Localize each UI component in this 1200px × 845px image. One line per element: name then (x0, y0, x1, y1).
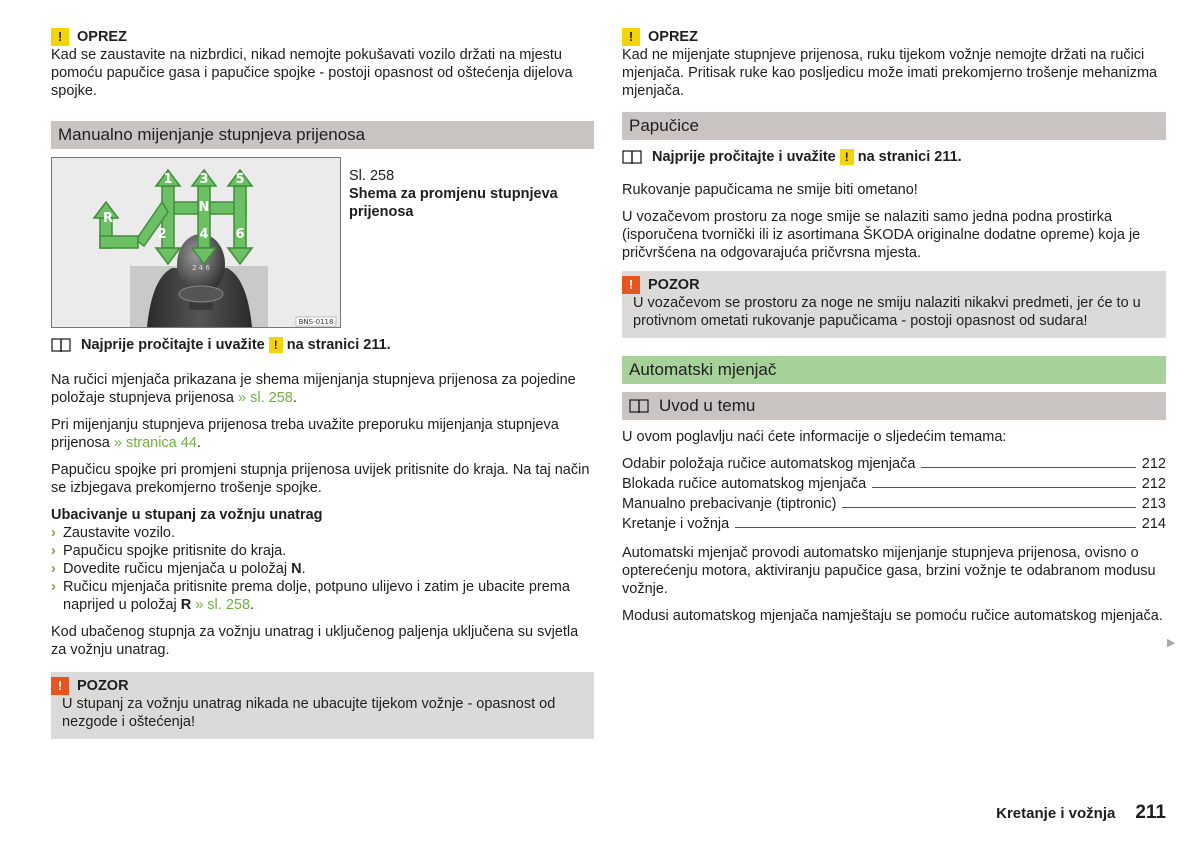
paragraph: U ovom poglavlju naći ćete informacije o sljedećim temama: (622, 429, 1007, 445)
danger-note (51, 672, 594, 739)
list-item: › Papučicu spojke pritisnite do kraja. (51, 543, 287, 559)
gear-label: R (102, 211, 114, 226)
paragraph: Automatski mjenjač provodi automatsko mijenjanje stupnjeva prijenosa, ovisno o opterećenju motora, aktiviranju papučice gasa, brzini vožnje te odabranom modusu vožnje. (622, 545, 1156, 597)
toc-row[interactable]: Kretanje i vožnja 214 (622, 516, 1166, 532)
read-first-after: na stranici 211. (857, 149, 962, 165)
footer-chapter: Kretanje i vožnja (996, 805, 1116, 822)
danger-heading (51, 677, 583, 695)
gear-label: 2 (157, 227, 167, 242)
figure-link[interactable]: » sl. 258 (238, 390, 293, 406)
gear-label: 5 (235, 172, 245, 187)
paragraph: U vozačevom prostoru za noge smije se nalaziti samo jedna podna prostirka (isporučena tvornički ili iz asortimana ŠKODA originalne dodatne opreme) koja je pričvršćena na odgovarajuća pričvrsna mjesta. (622, 209, 1141, 261)
left-column (51, 28, 594, 739)
read-first-before: Najprije pročitajte i uvažite (81, 337, 265, 353)
read-first-note (622, 148, 1166, 166)
warning-icon: ! (622, 28, 640, 46)
figure-caption (349, 167, 579, 221)
danger-icon: ! (51, 677, 69, 695)
figure-link[interactable]: » sl. 258 (195, 597, 251, 613)
toc-row[interactable]: Blokada ručice automatskog mjenjača 212 (622, 476, 1166, 492)
gear-label: 3 (199, 172, 209, 187)
danger-heading (622, 276, 1155, 294)
book-icon (622, 149, 642, 165)
read-first-note (51, 336, 594, 354)
chevron-right-icon: › (51, 579, 56, 595)
caution-text: Kad ne mijenjate stupnjeve prijenosa, ruku tijekom vožnje nemojte držati na ručici mjenjača. Pritisak ruke kao posljedicu može imati prekomjerno trošenje mehanizma mjenjača. (622, 47, 1158, 99)
read-first-before: Najprije pročitajte i uvažite (652, 149, 836, 165)
chevron-right-icon: › (51, 525, 56, 541)
gear-label: 1 (163, 172, 173, 187)
caution-heading (51, 28, 594, 46)
paragraph: Pri mijenjanju stupnjeva prijenosa treba uvažite preporuku mijenjanja stupnjeva prijenosa » stranica 44. (51, 417, 559, 451)
figure-number: Sl. 258 (349, 168, 395, 184)
steps-list (51, 506, 594, 614)
toc-row[interactable]: Manualno prebacivanje (tiptronic) 213 (622, 496, 1166, 512)
danger-label: POZOR (648, 277, 700, 293)
danger-text: U vozačevom se prostoru za noge ne smiju nalaziti nikakvi predmeti, jer će to u protivnom ometati rukovanje papučicama - postoji opasnost od sudara! (633, 295, 1141, 329)
continue-arrow-icon: ▶ (1167, 637, 1176, 649)
list-item: › Zaustavite vozilo. (51, 525, 176, 541)
gear-label: N (198, 200, 210, 215)
list-item: › Dovedite ručicu mjenjača u položaj N. (51, 561, 306, 577)
danger-note (622, 271, 1166, 338)
gear-label: 6 (235, 227, 245, 242)
page-link[interactable]: » stranica 44 (113, 435, 197, 451)
page-footer (996, 804, 1166, 823)
warning-icon: ! (269, 337, 283, 353)
topic-list (622, 455, 1166, 535)
figure-title: Shema za promjenu stupnjeva prijenosa (349, 186, 558, 220)
page-number: 211 (1135, 802, 1166, 823)
book-icon (629, 398, 649, 414)
read-first-after: na stranici 211. (286, 337, 391, 353)
subsection-title: Uvod u temu (622, 392, 1166, 420)
chevron-right-icon: › (51, 543, 56, 559)
toc-row[interactable]: Odabir položaja ručice automatskog mjenjača 212 (622, 456, 1166, 472)
book-icon (51, 337, 71, 353)
caution-text: Kad se zaustavite na nizbrdici, nikad nemojte pokušavati vozilo držati na mjestu pomoću papučice gasa i papučice spojke - postoji opasnost od oštećenja dijelova spojke. (51, 47, 573, 99)
warning-icon: ! (51, 28, 69, 46)
danger-text: U stupanj za vožnju unatrag nikada ne ubacujte tijekom vožnje - opasnost od nezgode i oštećenja! (62, 696, 556, 730)
paragraph: Kod ubačenog stupnja za vožnju unatrag i uključenog paljenja uključena su svjetla za vožnju unatrag. (51, 624, 579, 658)
right-column (622, 28, 1166, 634)
paragraph: Na ručici mjenjača prikazana je shema mijenjanja stupnjeva prijenosa za pojedine položaje stupnjeva prijenosa » sl. 258. (51, 372, 576, 406)
gear-label: 4 (199, 227, 209, 242)
chapter-title: Automatski mjenjač (622, 356, 1166, 384)
figure-code: BNS-0118 (298, 318, 334, 326)
section-title: Papučice (622, 112, 1166, 140)
gear-shift-figure (51, 157, 341, 328)
paragraph: Rukovanje papučicama ne smije biti ometano! (622, 182, 918, 198)
warning-icon: ! (840, 149, 854, 165)
steps-heading: Ubacivanje u stupanj za vožnju unatrag (51, 507, 323, 523)
chevron-right-icon: › (51, 561, 56, 577)
paragraph: Papučicu spojke pri promjeni stupnja prijenosa uvijek pritisnite do kraja. Na taj način se izbjegava prekomjerno trošenje spojke. (51, 462, 590, 496)
caution-label: OPREZ (648, 29, 698, 45)
danger-icon: ! (622, 276, 640, 294)
section-title: Manualno mijenjanje stupnjeva prijenosa (51, 121, 594, 149)
caution-heading (622, 28, 1166, 46)
list-item: › Ručicu mjenjača pritisnite prema dolje, potpuno ulijevo i zatim je ubacite prema naprijed u položaj R » sl. 258. (51, 579, 570, 613)
caution-note (622, 28, 1166, 100)
paragraph: Modusi automatskog mjenjača namještaju se pomoću ručice automatskog mjenjača. (622, 608, 1163, 624)
knob-label: 2 4 6 (192, 264, 210, 272)
gear-pattern-illustration (52, 158, 340, 327)
caution-label: OPREZ (77, 29, 127, 45)
danger-label: POZOR (77, 678, 129, 694)
caution-note (51, 28, 594, 100)
